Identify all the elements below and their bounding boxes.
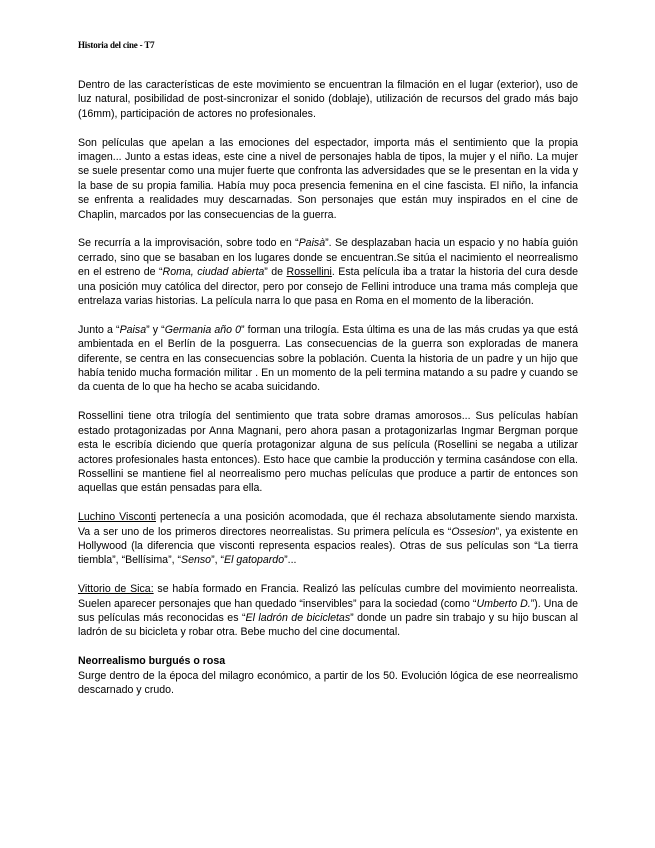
paragraph-improvisation [78,236,578,308]
film-title-germania: Germania año 0 [164,323,242,336]
text-run: Junto a “ [78,323,120,336]
film-title-senso: Senso [181,554,212,567]
paragraph-emotions: Son películas que apelan a las emociones del espectador, importa más el sentimiento que la propia imagen... Junto a estas ideas, este cine a nivel de personajes habla de tipos, la mujer y el niño. La mujer se suele presentar como una mujer fuerte que confronta las adversidades que se le presentan en la vida y la base de su propia familia. Había muy poca presencia femenina en el cine fascista. El niño, la infancia se enfrenta a realidades muy descarnadas. Son personajes que están muy inspirados en el cine de Chaplin, marcados por las consecuencias de la guerra. [78,136,578,221]
text-run: ”... [284,554,297,567]
director-rossellini: Rossellini [286,266,332,279]
film-title-ossesion: Ossesion [451,525,496,538]
paragraph-trilogy [78,323,578,395]
text-run: ”). Una de sus películas más reconocidas es “ [78,597,578,624]
director-de-sica: Vittorio de Sica: [78,583,154,596]
text-run: ”, ya existente en Hollywood (la diferencia que visconti representa espacios reales). Otras de sus películas son “La tierra tiembla”, “Bellísima”, “ [78,525,578,567]
document-body [78,78,578,697]
text-run: Se recurría a la improvisación, sobre todo en “ [78,237,299,250]
text-run: ” y “ [146,323,165,336]
text-run: se había formado en Francia. Realizó las películas cumbre del movimiento neorrealista. Suelen aparecer personajes que han quedado “inservibles” para la sociedad (como “ [78,583,578,610]
text-run: . Esta película iba a tratar la historia del cura desde una posición muy católica del director, pero por consejo de Fellini introduce una trama más compleja que entrelaza varias historias. La película narra lo que pasa en Roma en el momento de la liberación. [78,266,578,308]
paragraph-de-sica [78,582,578,640]
film-title-paisa: Paisa [119,323,147,336]
section-heading: Neorrealismo burgués o rosa [78,655,226,668]
text-run: ” forman una trilogía. Esta última es una de las más crudas ya que está ambientada en el Berlín de la posguerra. Las consecuencias de la guerra son exploradas de manera diferente, se centra en las consecuencias sobre la población. Cuenta la historia de un padre y un hijo que había tenido mucha formación militar . En un momento de la peli termina matando a su padre y cuando se da cuenta de lo que ha hecho se acaba suicidando. [78,323,578,394]
text-run: ”. Se desplazaban hacia un espacio y no había guión cerrado, sino que se basaban en los lugares donde se encuentran.Se sitúa el nacimiento el neorrealismo en el estreno de “ [78,237,578,279]
film-title-umberto: Umberto D. [476,597,531,610]
film-title-gatopardo: El gatopardo [224,554,285,567]
paragraph-visconti [78,510,578,568]
text-run: ” de [264,266,287,279]
section-paragraph: Surge dentro de la época del milagro económico, a partir de los 50. Evolución lógica de ese neorrealismo descarnado y crudo. [78,669,578,696]
film-title-paisa: Paisà [298,237,326,250]
text-run: pertenecía a una posición acomodada, que él rechaza absolutamente siendo marxista. Va a ser uno de los primeros directores neorrealistas. Su primera película es “ [78,511,578,538]
director-visconti: Luchino Visconti [78,511,157,524]
film-title-ladron: El ladrón de bicicletas [245,611,351,624]
text-run: ”, “ [211,554,225,567]
film-title-roma: Roma, ciudad abierta [162,266,265,279]
paragraph-sentiment-trilogy: Rossellini tiene otra trilogía del sentimiento que trata sobre dramas amorosos... Sus películas habían estado protagonizadas por Anna Magnani, pero ahora pasan a protagonizarlas Ingmar Bergman porque esta le escribía diciendo que quería protagonizar alguna de sus película (Rosellini se negaba a utilizar actores profesionales hasta entonces). Esto hace que cambie la producción y termina casándose con ella. Rossellini se mantiene fiel al neorrealismo pero muchas películas que produce a partir de entonces son aquellas que están pensadas para ella. [78,410,578,495]
paragraph-characteristics: Dentro de las características de este movimiento se encuentran la filmación en el lugar (exterior), uso de luz natural, posibilidad de post-sincronizar el sonido (doblaje), utilización de recursos del grado más bajo (16mm), participación de actores no profesionales. [78,79,578,120]
text-run: ” donde un padre sin trabajo y su hijo buscan al ladrón de su bicicleta y robar otra. Bebe mucho del cine documental. [78,611,578,639]
page-header: Historia del cine - T7 [78,40,155,50]
